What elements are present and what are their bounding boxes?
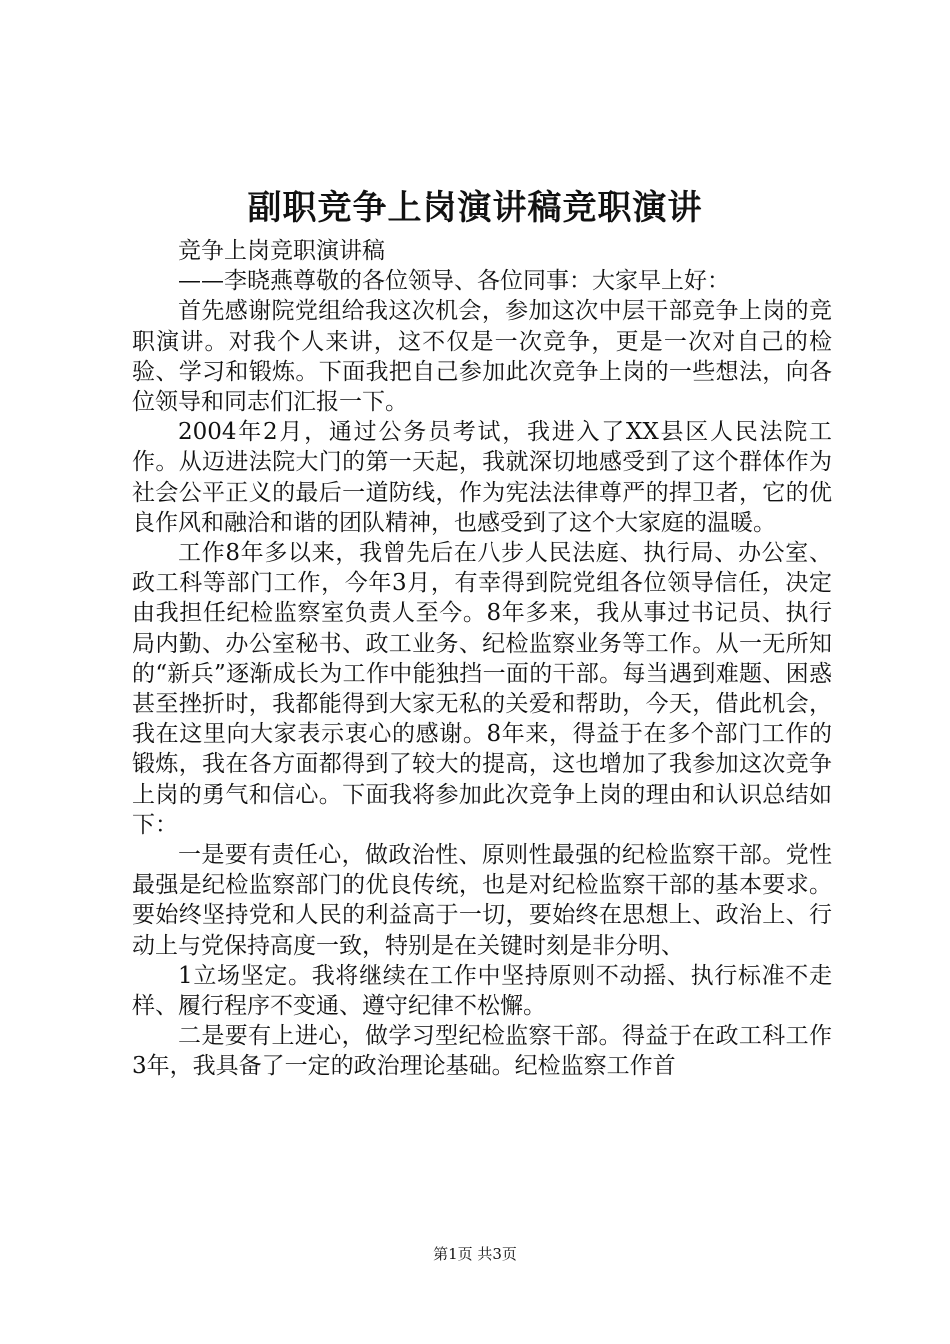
page-number-footer: 第1页 共3页	[433, 1245, 517, 1263]
body-paragraph: 二是要有上进心，做学习型纪检监察干部。得益于在政工科工作3年，我具备了一定的政治理论基础。纪检监察工作首	[132, 1023, 832, 1080]
body-paragraph: 一是要有责任心，做政治性、原则性最强的纪检监察干部。党性最强是纪检监察部门的优良传统，也是对纪检监察干部的基本要求。要始终坚持党和人民的利益高于一切，要始终在思想上、政治上、行动上与党保持高度一致，特别是在关键时刻是非分明、	[132, 842, 832, 959]
body-paragraph: 2004年2月，通过公务员考试，我进入了XX县区人民法院工作。从迈进法院大门的第一天起，我就深切地感受到了这个群体作为社会公平正义的最后一道防线，作为宪法法律尊严的捍卫者，它的优良作风和融洽和谐的团队精神，也感受到了这个大家庭的温暖。	[132, 419, 832, 536]
subtitle-line: 竞争上岗竞职演讲稿	[178, 238, 385, 264]
body-paragraph: 首先感谢院党组给我这次机会，参加这次中层干部竞争上岗的竞职演讲。对我个人来讲，这不仅是一次竞争，更是一次对自己的检验、学习和锻炼。下面我把自己参加此次竞争上岗的一些想法，向各位领导和同志们汇报一下。	[132, 298, 832, 416]
document-body	[132, 236, 832, 1082]
body-paragraph: 工作8年多以来，我曾先后在八步人民法庭、执行局、办公室、政工科等部门工作，今年3月，有幸得到院党组各位领导信任，决定由我担任纪检监察室负责人至今。8年多来，我从事过书记员、执行局内勤、办公室秘书、政工业务、纪检监察业务等工作。从一无所知的“新兵”逐渐成长为工作中能独挡一面的干部。每当遇到难题、困惑甚至挫折时，我都能得到大家无私的关爱和帮助，今天，借此机会，我在这里向大家表示衷心的感谢。8年来，得益于在多个部门工作的锻炼，我在各方面都得到了较大的提高，这也增加了我参加这次竞争上岗的勇气和信心。下面我将参加此次竞争上岗的理由和认识总结如下：	[132, 540, 832, 838]
body-paragraph: 1立场坚定。我将继续在工作中坚持原则不动摇、执行标准不走样、履行程序不变通、遵守纪律不松懈。	[132, 962, 832, 1020]
document-title: 副职竞争上岗演讲稿竞职演讲	[247, 188, 703, 228]
greeting-line: ——李晓燕尊敬的各位领导、各位同事：大家早上好：	[178, 268, 730, 295]
